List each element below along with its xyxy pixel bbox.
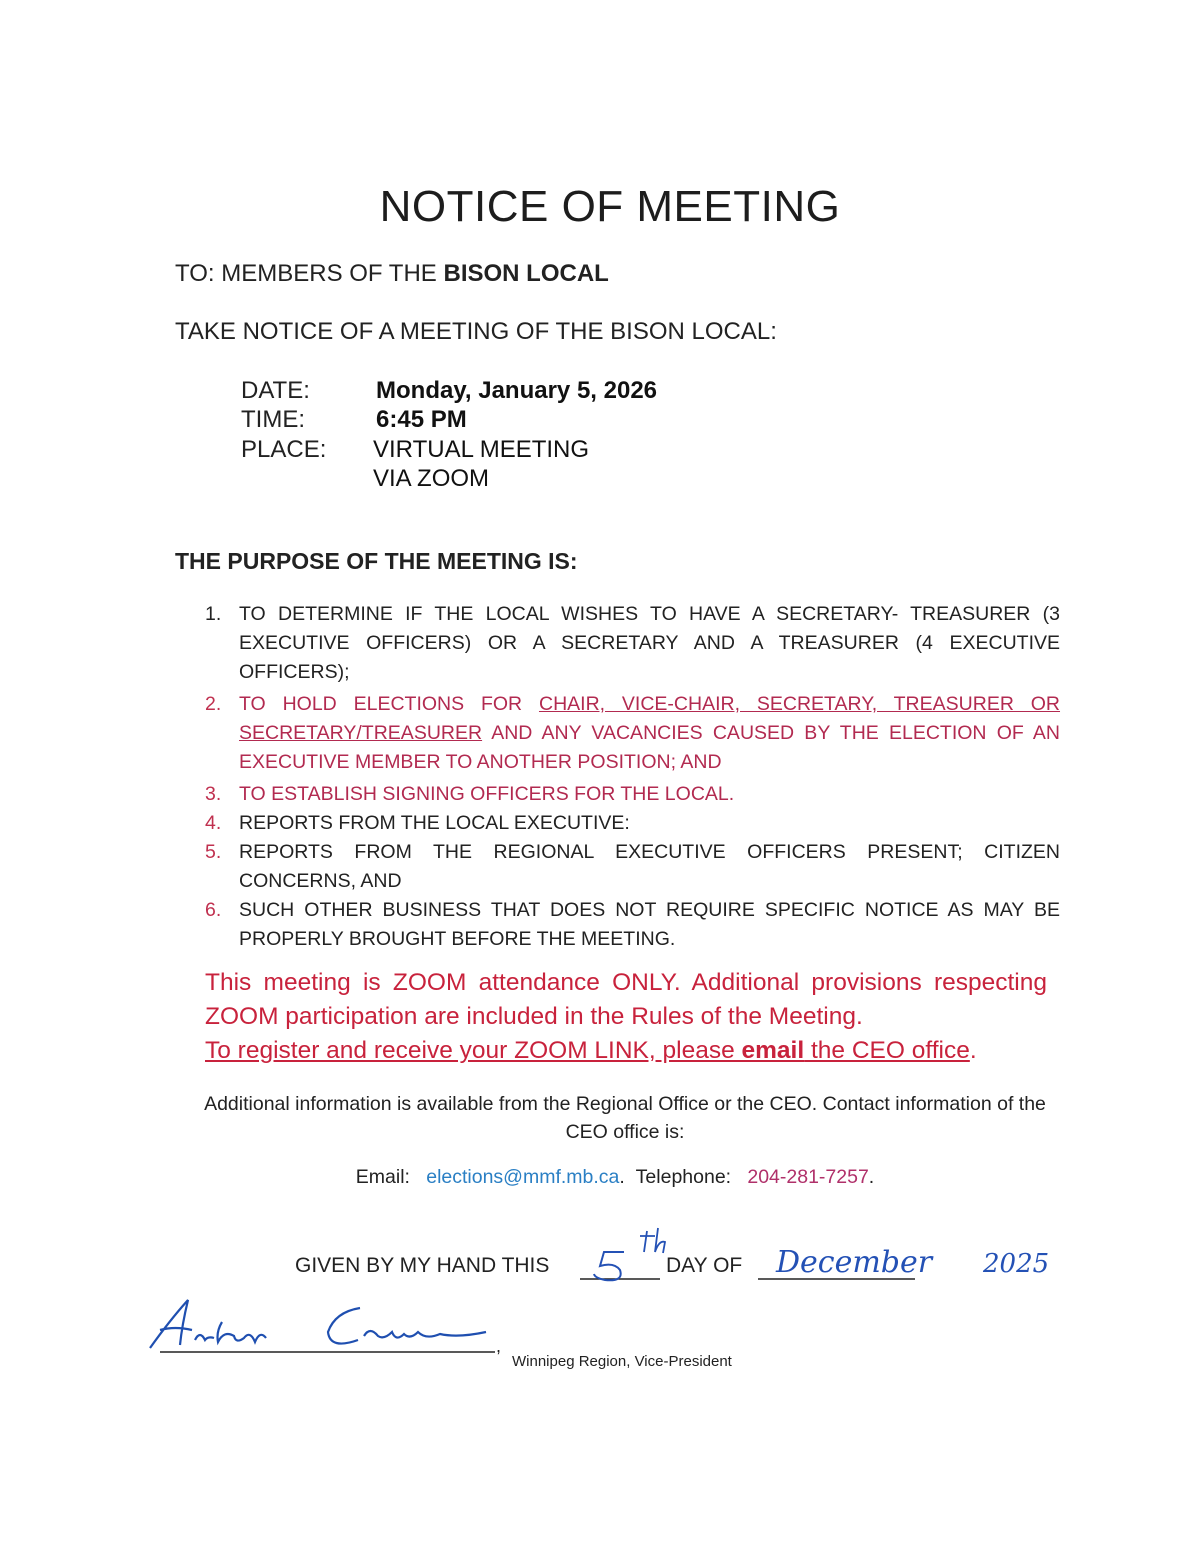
item-number: 4.: [205, 812, 222, 834]
zoom-notice: [205, 966, 1047, 1068]
recipient-line: [175, 260, 609, 288]
list-item: [205, 780, 1060, 809]
signer-role: Winnipeg Region, Vice-President: [512, 1353, 732, 1370]
recipient-prefix: TO: MEMBERS OF THE: [175, 260, 444, 287]
purpose-heading: THE PURPOSE OF THE MEETING IS:: [175, 548, 578, 574]
place-value-line2: VIA ZOOM: [373, 465, 490, 492]
zoom-notice-text: This meeting is ZOOM attendance ONLY. Additional provisions respecting ZOOM participation are included in the Rules of the Meeting.: [205, 969, 1047, 1030]
place-label: PLACE:: [241, 436, 327, 463]
item-text: SUCH OTHER BUSINESS THAT DOES NOT REQUIRE SPECIFIC NOTICE AS MAY BE PROPERLY BROUGHT BEFORE THE MEETING.: [239, 899, 1060, 950]
email-link[interactable]: elections@mmf.mb.ca: [426, 1166, 620, 1188]
list-item: [205, 838, 1060, 896]
list-item: [205, 600, 1060, 687]
list-item: [205, 809, 1060, 838]
phone-number[interactable]: 204-281-7257: [747, 1166, 869, 1188]
item-text: REPORTS FROM THE LOCAL EXECUTIVE:: [239, 812, 630, 834]
phone-label: Telephone:: [635, 1166, 732, 1188]
item-text: TO DETERMINE IF THE LOCAL WISHES TO HAVE A SECRETARY- TREASURER (3 EXECUTIVE OFFICERS) OR A SECRETARY AND A TREASURER (4 EXECUTIVE OFFICERS);: [239, 603, 1060, 683]
zoom-register-line[interactable]: To register and receive your ZOOM LINK, please email the CEO office.: [205, 1037, 977, 1064]
take-notice-line: TAKE NOTICE OF A MEETING OF THE BISON LOCAL:: [175, 318, 777, 345]
page-title: NOTICE OF MEETING: [379, 182, 841, 231]
item-text: TO HOLD ELECTIONS FOR CHAIR, VICE-CHAIR, SECRETARY, TREASURER OR SECRETARY/TREASURER AND ANY VACANCIES CAUSED BY THE ELECTION OF AN EXECUTIVE MEMBER TO ANOTHER POSITION; AND: [239, 693, 1061, 773]
handwritten-month: December: [776, 1245, 933, 1280]
place-value-line1: VIRTUAL MEETING: [373, 436, 590, 463]
item-number: 5.: [205, 841, 222, 863]
local-name: BISON LOCAL: [443, 260, 609, 287]
svg-text:,: ,: [496, 1336, 502, 1356]
date-value: Monday, January 5, 2026: [376, 377, 658, 404]
email-label: Email:: [355, 1166, 410, 1188]
time-label: TIME:: [241, 406, 305, 433]
item-number: 6.: [205, 899, 222, 921]
additional-info: Additional information is available from the Regional Office or the CEO. Contact information of the CEO office is:: [204, 1093, 1046, 1143]
list-item: [205, 896, 1060, 954]
given-prefix: GIVEN BY MY HAND THIS: [295, 1254, 550, 1277]
given-line: [295, 1254, 549, 1278]
purpose-list: [205, 600, 1060, 954]
date-label: DATE:: [241, 377, 310, 404]
time-value: 6:45 PM: [376, 406, 467, 433]
contact-line: Email: elections@mmf.mb.ca. Telephone: 204-281-7257.: [355, 1166, 875, 1188]
item-text: REPORTS FROM THE REGIONAL EXECUTIVE OFFICERS PRESENT; CITIZEN CONCERNS, AND: [239, 841, 1060, 892]
underlined-positions: CHAIR, VICE-CHAIR, SECRETARY, TREASURER OR SECRETARY/TREASURER: [239, 693, 1061, 744]
item-text: TO ESTABLISH SIGNING OFFICERS FOR THE LOCAL.: [239, 783, 735, 805]
list-item: [205, 690, 1060, 777]
given-mid: DAY OF: [666, 1254, 743, 1277]
item-number: 1.: [205, 603, 222, 625]
item-number: 3.: [205, 783, 222, 805]
item-number: 2.: [205, 693, 222, 715]
handwritten-year: 2025: [983, 1249, 1050, 1279]
email-word: email: [741, 1037, 805, 1064]
